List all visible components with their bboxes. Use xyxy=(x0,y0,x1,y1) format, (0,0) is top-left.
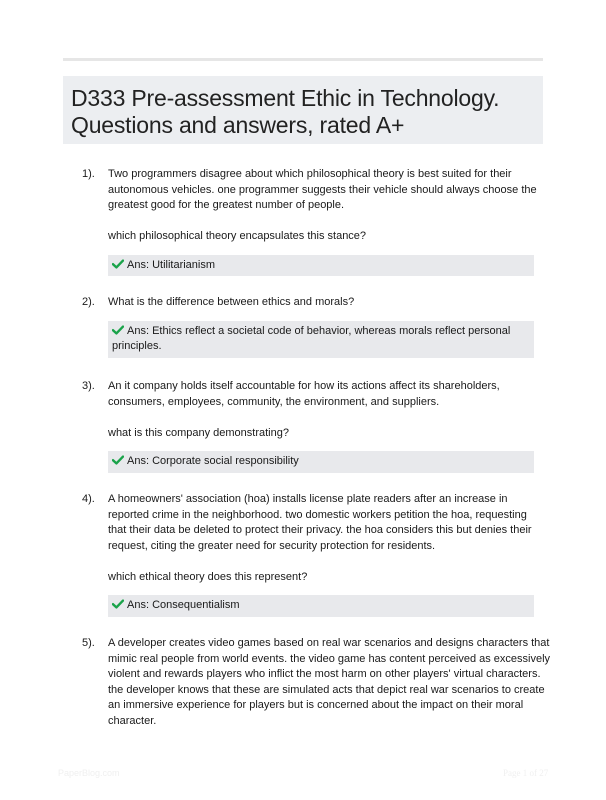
check-icon xyxy=(112,455,124,465)
answer-line xyxy=(112,598,530,614)
question-number: 2). xyxy=(82,296,95,308)
top-rule xyxy=(63,58,543,61)
title-box xyxy=(63,76,543,144)
question-line: What is the difference between ethics and morals? xyxy=(108,296,355,308)
question-line: mimic real people from world events. the video game has content perceived as excessively xyxy=(108,652,551,665)
answer-box xyxy=(108,595,534,617)
answer-text: Ans: Ethics reflect a societal code of behavior, whereas morals reflect personal xyxy=(127,324,511,337)
question-prompt: which ethical theory does this represent? xyxy=(108,570,308,583)
question-number: 1). xyxy=(82,168,95,180)
question-line: greatest good for the greatest number of people. xyxy=(108,199,345,211)
question-5 xyxy=(82,636,551,729)
footer-page-number: Page 1 of 27 xyxy=(503,768,549,778)
question-line: consumers, employees, community, the environment, and suppliers. xyxy=(108,395,440,408)
question-number: 3). xyxy=(82,380,95,392)
question-line: violent and rewards players who inflict the most harm on other players' virtual characters. xyxy=(108,668,541,680)
check-icon xyxy=(112,325,124,335)
question-number: 4). xyxy=(82,493,95,505)
question-text xyxy=(108,167,542,245)
answer-line xyxy=(112,324,530,340)
question-line: A developer creates video games based on real war scenarios and designs characters that xyxy=(108,637,550,649)
question-line: request, citing the greater need for security protection for residents. xyxy=(108,539,436,552)
question-line: Two programmers disagree about which philosophical theory is best suited for their xyxy=(108,168,512,180)
question-number: 5). xyxy=(82,637,95,649)
check-icon xyxy=(112,259,124,269)
question-3 xyxy=(82,379,542,473)
answer-line xyxy=(112,454,530,470)
question-1 xyxy=(82,167,542,276)
question-line: that their data be deleted to protect their privacy. the hoa considers this but denies their xyxy=(108,524,532,536)
answer-box xyxy=(108,255,534,277)
question-text xyxy=(108,636,551,729)
footer-site-watermark: PaperBlog.com xyxy=(58,768,120,778)
question-text xyxy=(108,379,542,441)
question-line: autonomous vehicles. one programmer suggests their vehicle should always choose the xyxy=(108,183,537,196)
question-prompt: what is this company demonstrating? xyxy=(108,426,289,439)
question-prompt: which philosophical theory encapsulates this stance? xyxy=(108,230,367,242)
answer-box xyxy=(108,321,534,358)
answer-box xyxy=(108,451,534,473)
check-icon xyxy=(112,599,124,609)
question-line: reported crime in the neighborhood. two domestic workers petition the hoa, requesting xyxy=(108,508,527,521)
answer-text: Ans: Utilitarianism xyxy=(127,258,216,271)
document-title-line-1: D333 Pre-assessment Ethic in Technology. xyxy=(71,85,500,111)
question-line: A homeowners' association (hoa) installs license plate readers after an increase in xyxy=(108,493,508,505)
question-text xyxy=(108,492,542,585)
question-line: the developer knows that these are simulated acts that depict real war scenarios to create xyxy=(108,683,545,696)
question-line: character. xyxy=(108,714,157,727)
question-4 xyxy=(82,492,542,617)
question-text xyxy=(108,295,542,311)
answer-text: Ans: Consequentialism xyxy=(127,599,240,611)
question-2 xyxy=(82,295,542,358)
answer-line xyxy=(112,258,530,274)
answer-text: Ans: Corporate social responsibility xyxy=(127,455,299,467)
document-title-line-2: Questions and answers, rated A+ xyxy=(71,112,405,138)
question-line: an immersive experience for players but is concerned about the impact on their moral xyxy=(108,699,524,711)
question-line: An it company holds itself accountable for how its actions affect its shareholders, xyxy=(108,380,500,392)
answer-line: principles. xyxy=(112,340,162,352)
